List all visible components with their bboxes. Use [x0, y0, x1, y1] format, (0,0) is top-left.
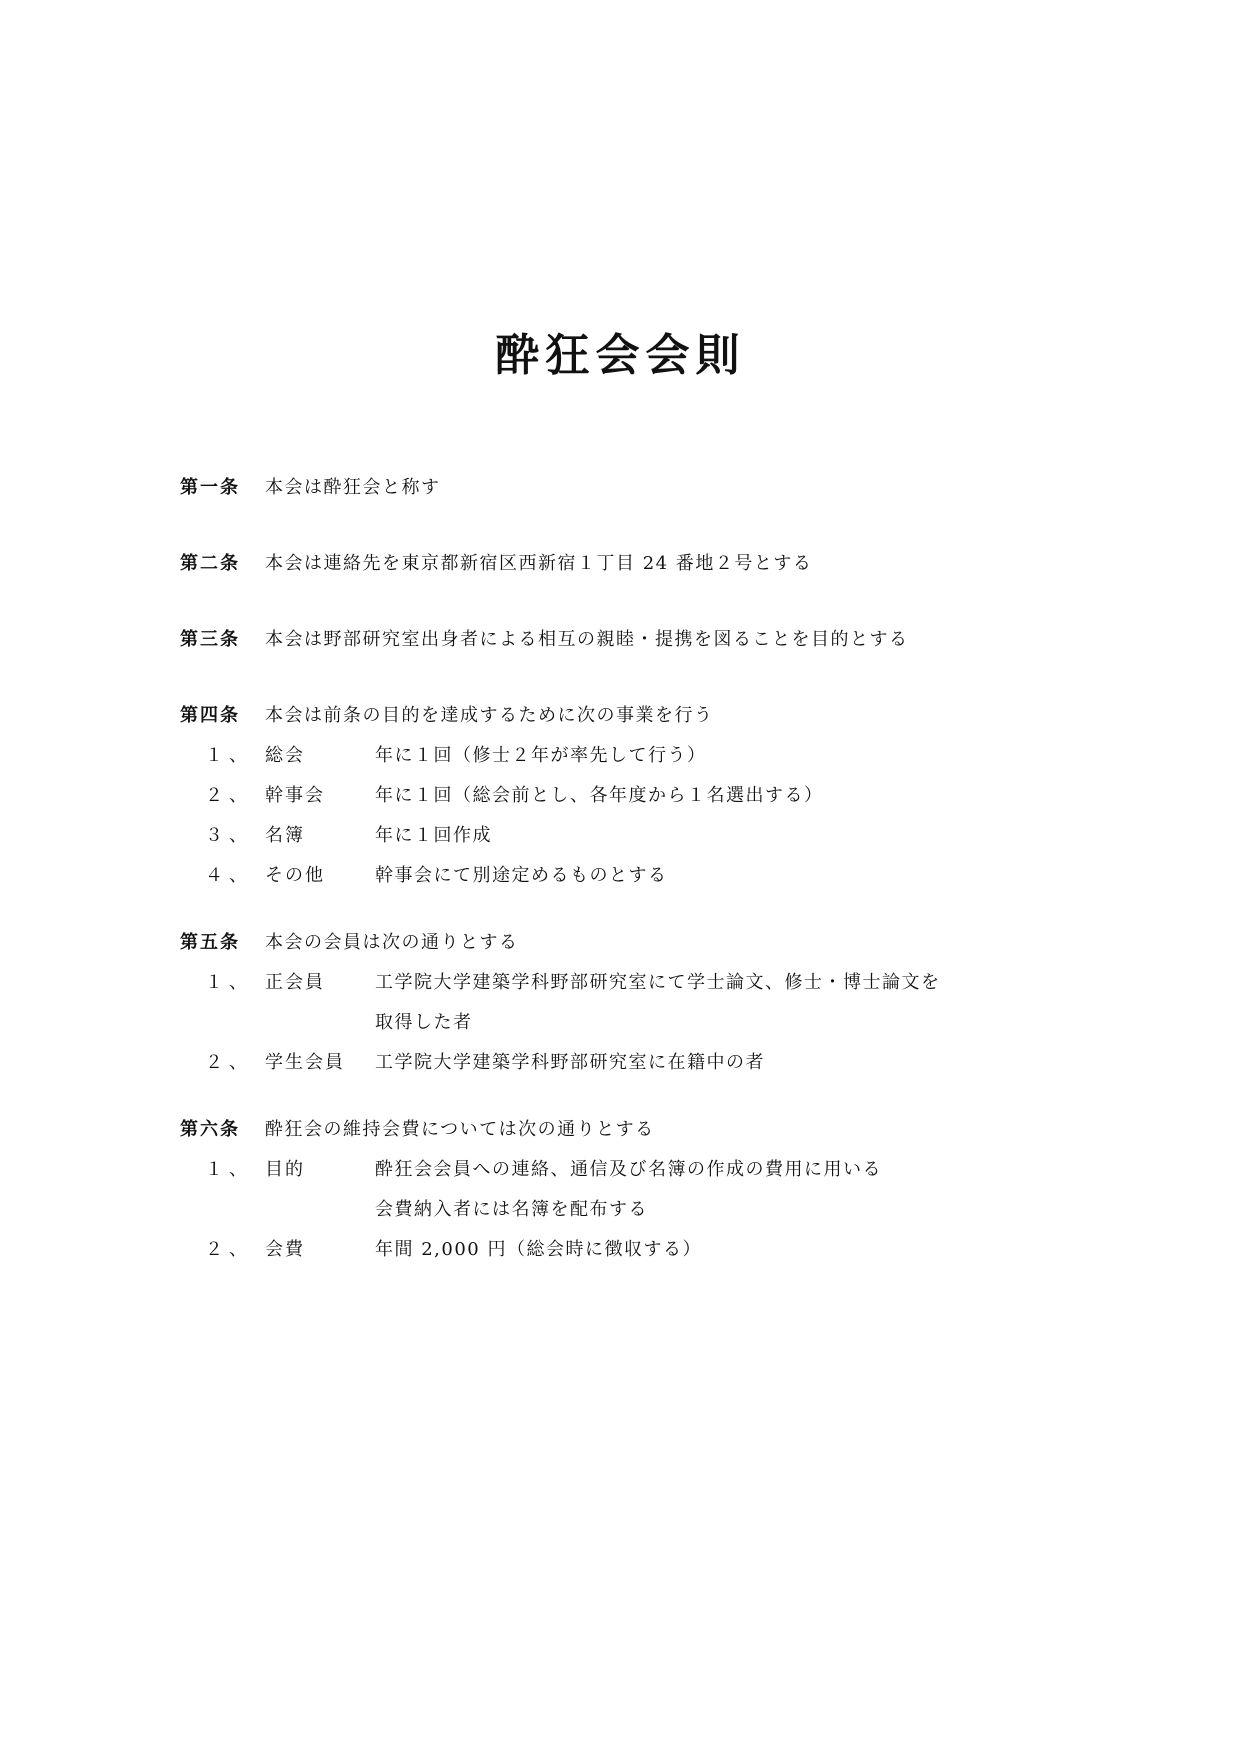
article-number: 第五条: [180, 932, 240, 953]
item-number: ２、: [205, 785, 253, 806]
item-number: ２、: [205, 1052, 253, 1073]
list-item: [180, 1237, 1080, 1277]
article-number: 第一条: [180, 477, 240, 498]
list-item: [180, 823, 1080, 863]
article-3: [180, 627, 1080, 653]
article-1: [180, 475, 1080, 501]
item-label: 正会員: [265, 972, 325, 993]
list-item-continuation: [180, 1010, 1080, 1050]
list-item: [180, 783, 1080, 823]
item-label: 総会: [265, 745, 305, 766]
item-description-continued: 取得した者: [375, 1012, 473, 1033]
item-description: 年に１回作成: [375, 825, 492, 846]
document-title: 酔狂会会則: [495, 330, 746, 381]
item-description: 年に１回（修士２年が率先して行う）: [375, 745, 707, 766]
item-description: 工学院大学建築学科野部研究室にて学士論文、修士・博士論文を: [375, 972, 941, 993]
list-item: [180, 1157, 1080, 1197]
list-item: [180, 970, 1080, 1010]
article-2: [180, 551, 1080, 577]
article-text: 酔狂会の維持会費については次の通りとする: [265, 1119, 655, 1140]
item-number: ２、: [205, 1239, 253, 1260]
item-description: 年に１回（総会前とし、各年度から１名選出する）: [375, 785, 824, 806]
item-number: １、: [205, 972, 253, 993]
article-text: 本会は連絡先を東京都新宿区西新宿１丁目 24 番地２号とする: [265, 553, 813, 574]
list-item: [180, 1050, 1080, 1090]
item-description: 酔狂会会員への連絡、通信及び名簿の作成の費用に用いる: [375, 1159, 882, 1180]
article-text: 本会の会員は次の通りとする: [265, 932, 519, 953]
article-text: 本会は野部研究室出身者による相互の親睦・提携を図ることを目的とする: [265, 629, 909, 650]
item-number: ３、: [205, 825, 253, 846]
article-number: 第四条: [180, 705, 240, 726]
item-number: １、: [205, 745, 253, 766]
article-number: 第三条: [180, 629, 240, 650]
item-label: 会費: [265, 1239, 305, 1260]
article-text: 本会は前条の目的を達成するために次の事業を行う: [265, 705, 714, 726]
item-label: 幹事会: [265, 785, 325, 806]
item-label: 名簿: [265, 825, 305, 846]
item-number: １、: [205, 1159, 253, 1180]
list-item: [180, 743, 1080, 783]
article-text: 本会は酔狂会と称す: [265, 477, 441, 498]
article-5: [180, 930, 1080, 1090]
item-label: 学生会員: [265, 1052, 345, 1073]
list-item-continuation: [180, 1197, 1080, 1237]
item-description: 工学院大学建築学科野部研究室に在籍中の者: [375, 1052, 765, 1073]
item-description-continued: 会費納入者には名簿を配布する: [375, 1199, 648, 1220]
article-number: 第六条: [180, 1119, 240, 1140]
list-item: [180, 863, 1080, 903]
article-6: [180, 1117, 1080, 1277]
article-4: [180, 703, 1080, 903]
article-number: 第二条: [180, 553, 240, 574]
item-number: ４、: [205, 865, 253, 886]
item-description: 幹事会にて別途定めるものとする: [375, 865, 668, 886]
item-label: その他: [265, 865, 325, 886]
item-description: 年間 2,000 円（総会時に徴収する）: [375, 1239, 702, 1260]
item-label: 目的: [265, 1159, 305, 1180]
